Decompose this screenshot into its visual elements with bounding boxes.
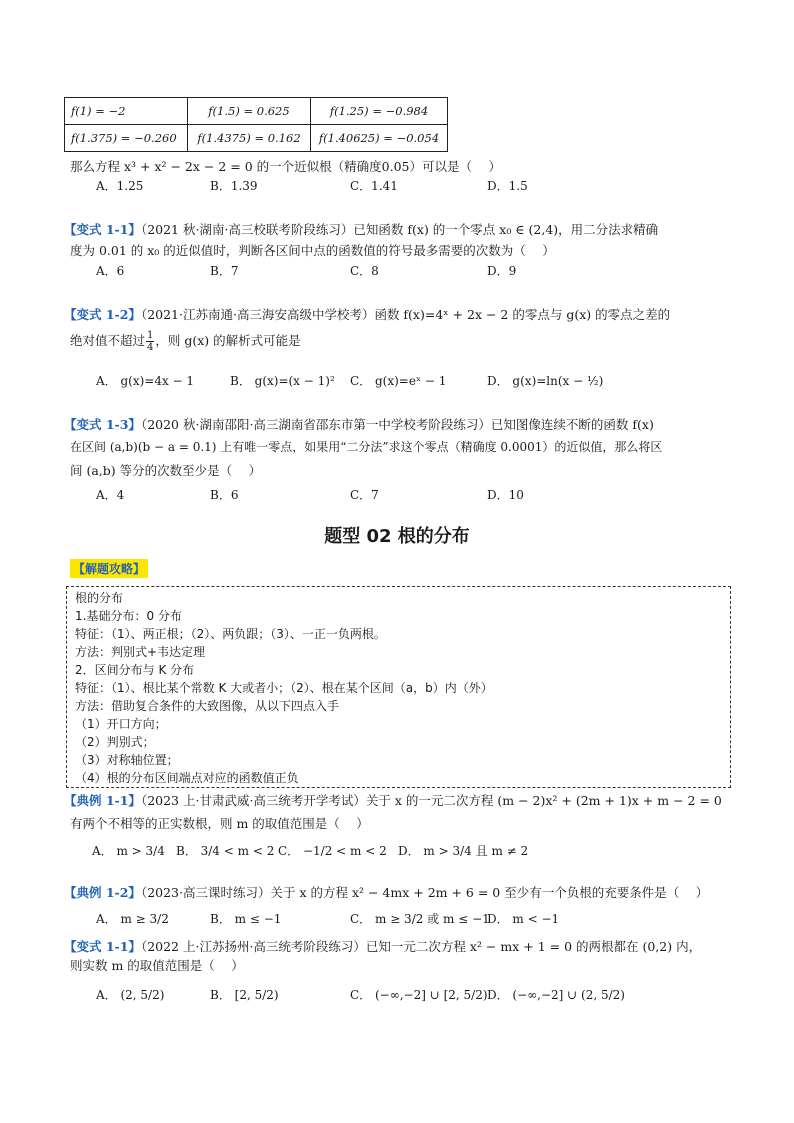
variant-1-1-line1: 【变式 1-1】（2021 秋·湖南·高三校联考阶段练习）已知函数 f(x) 的一个零点 x₀ ∈ (2,4)，用二分法求精确 [64,222,659,237]
variant-1-1b-line2: 则实数 m 的取值范围是（ ） [70,958,244,973]
option-b: B． g(x)=(x − 1)² [230,374,335,388]
option-d: D．1.5 [487,179,528,193]
variant-tag: 【变式 1-1】 [64,939,141,954]
option-a: A．4 [96,488,125,502]
option-a: A．1.25 [96,179,144,193]
variant-1-3-line1: 【变式 1-3】（2020 秋·湖南邵阳·高三湖南省邵东市第一中学校考阶段练习）已知图像连续不断的函数 f(x) [64,417,654,432]
option-d: D．9 [487,264,517,278]
variant-tag: 【变式 1-1】 [64,222,141,237]
option-d: D． m > 3/4 且 m ≠ 2 [398,844,529,858]
option-b: B． [2, 5/2) [210,988,279,1002]
option-a: A．6 [96,264,125,278]
table-cell: f(1.25) = −0.984 [311,98,448,125]
option-b: B．6 [210,488,239,502]
variant-tag: 【变式 1-2】 [64,307,141,322]
box-line: 特征：（1）、两正根；（2）、两负跟；（3）、一正一负两根。 [75,627,386,641]
table-cell: f(1.375) = −0.260 [65,125,188,152]
box-line: 1.基础分布：0 分布 [75,609,182,623]
table-row [65,98,448,125]
box-line: （1）开口方向； [75,717,167,731]
option-d: D．10 [487,488,524,502]
example-1-2-line1: 【典例 1-2】（2023·高三课时练习）关于 x 的方程 x² − 4mx + 2m + 6 = 0 至少有一个负根的充要条件是（ ） [64,885,709,900]
table-cell: f(1.5) = 0.625 [188,98,311,125]
box-line: 2．区间分布与 K 分布 [75,663,195,677]
table-row [65,125,448,152]
strategy-label: 【解题攻略】 [70,559,148,578]
option-c: C． m ≥ 3/2 或 m ≤ −1 [350,912,490,926]
option-c: C．7 [350,488,379,502]
box-line: （4）根的分布区间端点对应的函数值正负 [75,771,299,785]
option-c: C．8 [350,264,379,278]
box-line: 根的分布 [75,591,124,605]
variant-1-1b-line1: 【变式 1-1】（2022 上·江苏扬州·高三统考阶段练习）已知一元二次方程 x² − mx + 1 = 0 的两根都在 (0,2) 内， [64,939,702,954]
example-tag: 【典例 1-2】 [64,885,141,900]
box-line: 方法：借助复合条件的大致图像，从以下四点入手 [75,699,340,713]
variant-1-1-line2: 度为 0.01 的 x₀ 的近似值时，判断各区间中点的函数值的符号最多需要的次数为（ ） [70,243,555,258]
example-1-1-line2: 有两个不相等的正实数根，则 m 的取值范围是（ ） [70,816,369,831]
option-a: A． m ≥ 3/2 [96,912,169,926]
question-stem: 那么方程 x³ + x² − 2x − 2 = 0 的一个近似根（精确度0.05）可以是（ ） [70,159,501,174]
fraction-one-quarter: $\frac{1}{4}$ [147,330,154,353]
table-cell: f(1.4375) = 0.162 [188,125,311,152]
option-b: B． m ≤ −1 [210,912,282,926]
option-d: D． m < −1 [487,912,560,926]
option-a: A． (2, 5/2) [96,988,165,1002]
option-b: B．7 [210,264,239,278]
variant-1-2-line2: 绝对值不超过 $\frac{1}{4}$ ，则 g(x) 的解析式可能是 [70,330,301,353]
option-d: D． (−∞,−2] ∪ (2, 5/2) [487,988,625,1002]
strategy-box [66,586,731,788]
option-c: C． (−∞,−2] ∪ [2, 5/2) [350,988,488,1002]
table-cell: f(1.40625) = −0.054 [311,125,448,152]
box-line: 特征：（1）、根比某个常数 K 大或者小；（2）、根在某个区间（a，b）内（外） [75,681,493,695]
function-values-table [64,97,448,152]
option-c: C． −1/2 < m < 2 [278,844,387,858]
option-a: A． g(x)=4x − 1 [96,374,195,388]
option-b: B．1.39 [210,179,258,193]
variant-1-3-line3: 间 (a,b) 等分的次数至少是（ ） [70,463,262,478]
option-b: B． 3/4 < m < 2 [176,844,275,858]
variant-1-3-line2: 在区间 (a,b)(b − a = 0.1) 上有唯一零点，如果用“二分法”求这个零点（精确度 0.0001）的近似值，那么将区 [70,440,663,454]
option-c: C． g(x)=eˣ − 1 [350,374,447,388]
variant-1-2-line1: 【变式 1-2】（2021·江苏南通·高三海安高级中学校考）函数 f(x)=4ˣ + 2x − 2 的零点与 g(x) 的零点之差的 [64,307,671,322]
option-d: D． g(x)=ln(x − ½) [487,374,604,388]
example-tag: 【典例 1-1】 [64,793,141,808]
option-a: A． m > 3/4 [92,844,165,858]
box-line: （3）对称轴位置； [75,753,179,767]
option-c: C．1.41 [350,179,398,193]
section-title: 题型 02 根的分布 [324,526,470,547]
variant-tag: 【变式 1-3】 [64,417,141,432]
table-cell: f(1) = −2 [65,98,188,125]
box-line: 方法：判别式+韦达定理 [75,645,206,659]
example-1-1-line1: 【典例 1-1】（2023 上·甘肃武威·高三统考开学考试）关于 x 的一元二次方程 (m − 2)x² + (2m + 1)x + m − 2 = 0 [64,793,722,808]
box-line: （2）判别式； [75,735,155,749]
